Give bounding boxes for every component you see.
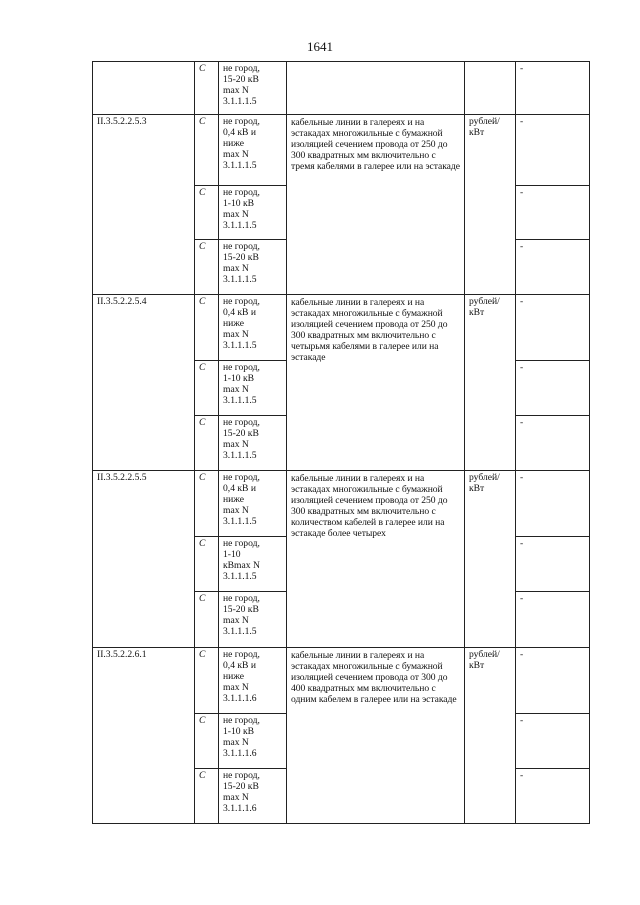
condition-line: ниже <box>223 671 245 682</box>
condition-line: не город, <box>223 593 260 604</box>
value-cell: - <box>516 648 590 714</box>
category-cell: С <box>195 240 219 295</box>
condition-line: 3.1.1.1.5 <box>223 571 257 582</box>
condition-line: 3.1.1.1.5 <box>223 274 257 285</box>
condition-cell <box>219 592 287 648</box>
description-text: кабельные линии в галереях и на эстакадах многожильные с бумажной изоляцией сечением провода от 250 до 300 квадратных мм включительно с количеством кабелей в галерее или на эстакаде более четырех <box>291 473 448 539</box>
condition-line: не город, <box>223 538 260 549</box>
table-row <box>93 648 590 714</box>
unit-line: кВт <box>469 483 485 494</box>
table-row <box>93 62 590 115</box>
condition-cell <box>219 186 287 240</box>
condition-line: 3.1.1.1.6 <box>223 803 257 814</box>
condition-line: max N <box>223 505 249 516</box>
value-cell: - <box>516 240 590 295</box>
condition-cell <box>219 115 287 186</box>
category-cell: С <box>195 471 219 537</box>
condition-line: max N <box>223 85 249 96</box>
condition-cell <box>219 361 287 416</box>
tariff-table <box>92 61 590 824</box>
condition-line: max N <box>223 792 249 803</box>
description-cell <box>287 295 465 471</box>
condition-line: max N <box>223 615 249 626</box>
condition-line: не город, <box>223 63 260 74</box>
category-cell: С <box>195 62 219 115</box>
condition-line: не город, <box>223 770 260 781</box>
condition-line: 0,4 кВ и <box>223 127 256 138</box>
condition-line: не город, <box>223 362 260 373</box>
unit-cell <box>465 115 516 295</box>
condition-line: ниже <box>223 318 245 329</box>
description-cell <box>287 62 465 115</box>
condition-line: max N <box>223 737 249 748</box>
condition-line: max N <box>223 682 249 693</box>
condition-line: 1-10 кВ <box>223 373 255 384</box>
unit-line: рублей/ <box>469 116 500 127</box>
category-cell: С <box>195 714 219 769</box>
value-cell: - <box>516 537 590 592</box>
condition-line: max N <box>223 263 249 274</box>
value-cell: - <box>516 115 590 186</box>
condition-line: max N <box>223 149 249 160</box>
condition-cell <box>219 714 287 769</box>
condition-line: не город, <box>223 472 260 483</box>
unit-line: рублей/ <box>469 649 500 660</box>
condition-cell <box>219 416 287 471</box>
value-cell: - <box>516 714 590 769</box>
condition-cell <box>219 295 287 361</box>
item-code-cell <box>93 62 195 115</box>
condition-line: ниже <box>223 494 245 505</box>
item-code-cell: II.3.5.2.2.5.5 <box>93 471 195 648</box>
category-cell: С <box>195 361 219 416</box>
value-cell: - <box>516 769 590 824</box>
condition-line: 1-10 кВ <box>223 198 255 209</box>
unit-cell <box>465 62 516 115</box>
condition-line: max N <box>223 329 249 340</box>
table-row <box>93 295 590 361</box>
condition-line: 3.1.1.1.5 <box>223 220 257 231</box>
condition-cell <box>219 769 287 824</box>
condition-line: не город, <box>223 417 260 428</box>
page-number: 1641 <box>307 39 333 54</box>
category-cell: С <box>195 186 219 240</box>
value-cell: - <box>516 592 590 648</box>
condition-line: не город, <box>223 296 260 307</box>
condition-line: 15-20 кВ <box>223 781 259 792</box>
condition-line: не город, <box>223 715 260 726</box>
description-text: кабельные линии в галереях и на эстакадах многожильные с бумажной изоляцией сечением провода от 300 до 400 квадратных мм включительно с одним кабелем в галерее или на эстакаде <box>291 650 457 705</box>
condition-line: 3.1.1.1.5 <box>223 516 257 527</box>
category-cell: С <box>195 592 219 648</box>
description-text: кабельные линии в галереях и на эстакадах многожильные с бумажной изоляцией сечением провода от 250 до 300 квадратных мм включительно с тремя кабелями в галерее или на эстакаде <box>291 117 460 172</box>
tariff-table-body <box>93 62 590 824</box>
description-cell <box>287 471 465 648</box>
condition-line: 0,4 кВ и <box>223 660 256 671</box>
condition-line: ниже <box>223 138 245 149</box>
table-row <box>93 115 590 186</box>
category-cell: С <box>195 648 219 714</box>
condition-line: 0,4 кВ и <box>223 307 256 318</box>
condition-cell <box>219 471 287 537</box>
unit-line: кВт <box>469 127 485 138</box>
condition-line: 3.1.1.1.5 <box>223 340 257 351</box>
category-cell: С <box>195 769 219 824</box>
condition-line: 15-20 кВ <box>223 604 259 615</box>
value-cell: - <box>516 471 590 537</box>
condition-line: 1-10 <box>223 549 241 560</box>
condition-line: кВmax N <box>223 560 260 571</box>
condition-cell <box>219 62 287 115</box>
condition-line: max N <box>223 439 249 450</box>
unit-line: кВт <box>469 307 485 318</box>
unit-line: кВт <box>469 660 485 671</box>
condition-line: 3.1.1.1.5 <box>223 395 257 406</box>
condition-line: не город, <box>223 187 260 198</box>
condition-line: max N <box>223 384 249 395</box>
unit-line: рублей/ <box>469 472 500 483</box>
description-text: кабельные линии в галереях и на эстакадах многожильные с бумажной изоляцией сечением провода от 250 до 300 квадратных мм включительно с четырьмя кабелями в галерее или на эстакаде <box>291 297 448 363</box>
description-cell <box>287 115 465 295</box>
category-cell: С <box>195 537 219 592</box>
condition-line: 3.1.1.1.5 <box>223 96 257 107</box>
condition-line: 15-20 кВ <box>223 428 259 439</box>
unit-cell <box>465 648 516 824</box>
description-cell <box>287 648 465 824</box>
condition-line: 15-20 кВ <box>223 74 259 85</box>
condition-line: 3.1.1.1.5 <box>223 160 257 171</box>
condition-line: не город, <box>223 116 260 127</box>
value-cell: - <box>516 186 590 240</box>
condition-line: 3.1.1.1.6 <box>223 693 257 704</box>
condition-line: 3.1.1.1.5 <box>223 450 257 461</box>
value-cell: - <box>516 416 590 471</box>
condition-cell <box>219 648 287 714</box>
unit-cell <box>465 471 516 648</box>
condition-line: 15-20 кВ <box>223 252 259 263</box>
condition-line: 3.1.1.1.6 <box>223 748 257 759</box>
condition-line: 0,4 кВ и <box>223 483 256 494</box>
value-cell: - <box>516 62 590 115</box>
category-cell: С <box>195 115 219 186</box>
unit-cell <box>465 295 516 471</box>
condition-line: 1-10 кВ <box>223 726 255 737</box>
condition-line: max N <box>223 209 249 220</box>
item-code-cell: II.3.5.2.2.5.3 <box>93 115 195 295</box>
item-code-cell: II.3.5.2.2.6.1 <box>93 648 195 824</box>
category-cell: С <box>195 295 219 361</box>
value-cell: - <box>516 295 590 361</box>
value-cell: - <box>516 361 590 416</box>
condition-line: 3.1.1.1.5 <box>223 626 257 637</box>
table-row <box>93 471 590 537</box>
condition-cell <box>219 240 287 295</box>
category-cell: С <box>195 416 219 471</box>
condition-cell <box>219 537 287 592</box>
condition-line: не город, <box>223 649 260 660</box>
item-code-cell: II.3.5.2.2.5.4 <box>93 295 195 471</box>
unit-line: рублей/ <box>469 296 500 307</box>
condition-line: не город, <box>223 241 260 252</box>
